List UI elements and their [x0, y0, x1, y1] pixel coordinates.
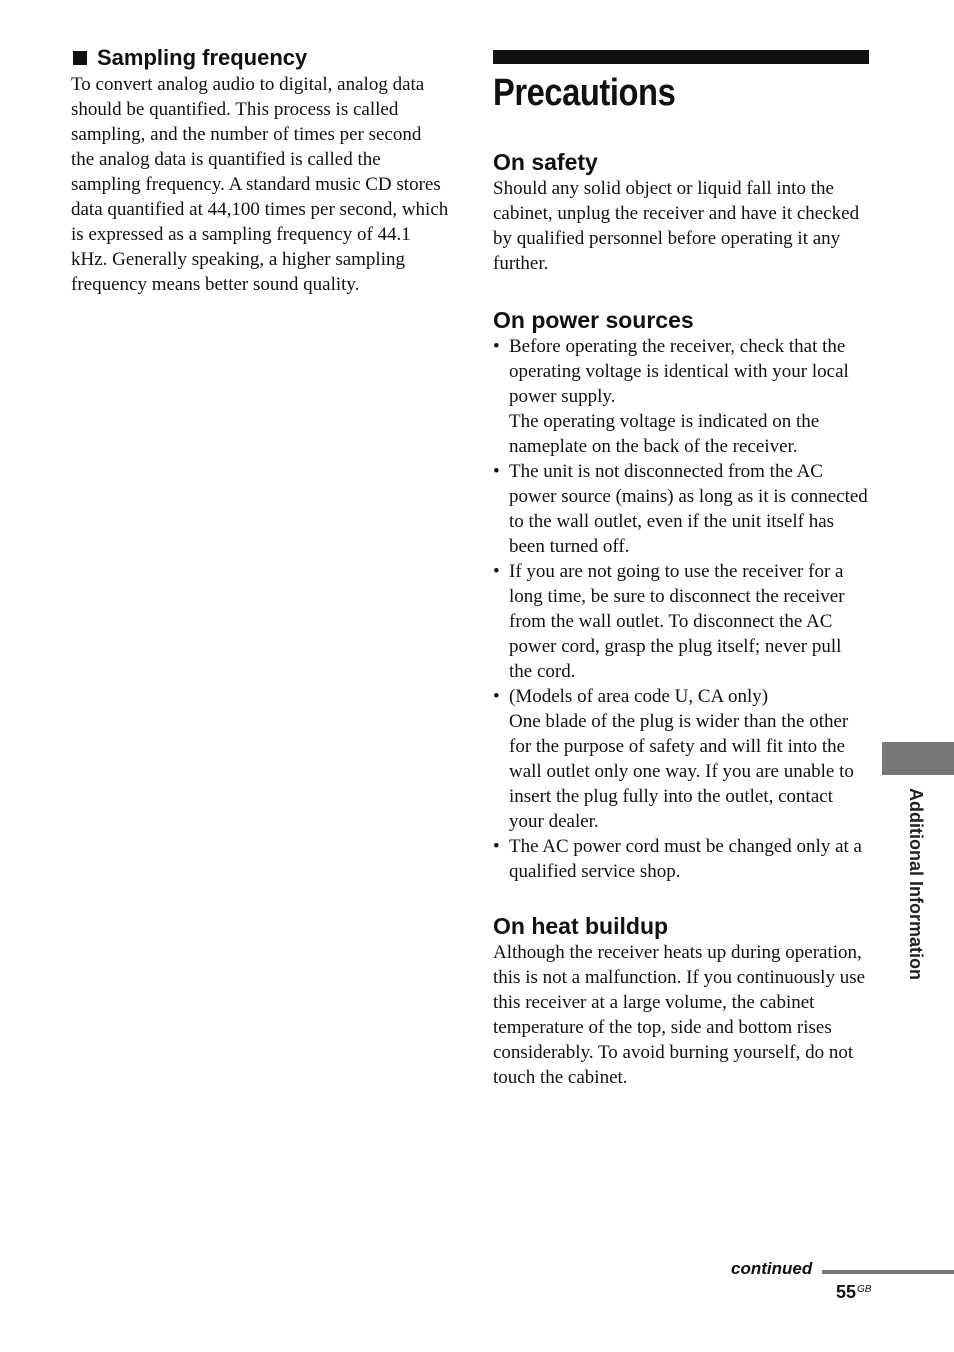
section-heading-on-power-sources: On power sources — [493, 307, 694, 333]
section-heading-on-heat-buildup: On heat buildup — [493, 913, 669, 939]
left-column — [71, 44, 449, 297]
list-item-note: The operating voltage is indicated on the nameplate on the back of the receiver. — [509, 411, 820, 457]
sampling-frequency-paragraph: To convert analog audio to digital, analog data should be quantified. This process is called sampling, and the number of times per second the analog data is quantified is called the sampling frequency. A standard music CD stores data quantified at 44,100 times per second, which is expressed as a sampling frequency of 44.1 kHz. Generally speaking, a higher sampling frequency means better sound quality. — [71, 74, 449, 295]
section-on-power-sources — [493, 306, 869, 884]
on-heat-buildup-paragraph: Although the receiver heats up during operation, this is not a malfunction. If you continuously use this receiver at a large volume, the cabinet temperature of the top, side and bottom rises considerably. To avoid burning yourself, do not touch the cabinet. — [493, 942, 866, 1088]
continued-rule — [822, 1270, 954, 1274]
continued-label: continued — [731, 1259, 813, 1278]
black-square-icon — [73, 51, 87, 65]
list-item — [493, 334, 869, 459]
section-on-heat-buildup — [493, 912, 869, 1090]
list-item — [493, 684, 869, 834]
page-number — [836, 1282, 871, 1303]
title-rule — [493, 50, 869, 64]
list-item-text: If you are not going to use the receiver for a long time, be sure to disconnect the receiver from the wall outlet. To disconnect the AC power cord, grasp the plug itself; never pull the cord. — [509, 561, 845, 682]
list-item — [493, 459, 869, 559]
chapter-label — [905, 788, 929, 1018]
list-item-text: (Models of area code U, CA only) — [509, 686, 769, 707]
bullet-icon: • — [493, 561, 500, 582]
section-heading-sampling-frequency — [71, 44, 449, 72]
chapter-label-text: Additional Information — [906, 788, 926, 980]
heading-text: Sampling frequency — [97, 45, 308, 70]
on-safety-paragraph: Should any solid object or liquid fall into the cabinet, unplug the receiver and have it checked by qualified personnel before operating it any further. — [493, 178, 860, 274]
section-heading-on-safety: On safety — [493, 149, 598, 175]
list-item-text: Before operating the receiver, check that the operating voltage is identical with your local power supply. — [509, 336, 849, 407]
bullet-icon: • — [493, 461, 500, 482]
page-number-suffix: GB — [857, 1284, 872, 1295]
list-item — [493, 834, 869, 884]
list-item-text: The AC power cord must be changed only at a qualified service shop. — [509, 836, 862, 882]
chapter-tab — [882, 742, 954, 775]
list-item-text: The unit is not disconnected from the AC power source (mains) as long as it is connected to the wall outlet, even if the unit itself has been turned off. — [509, 461, 868, 557]
bullet-icon: • — [493, 336, 500, 357]
list-item — [493, 559, 869, 684]
page-number-value: 55 — [836, 1282, 857, 1302]
power-sources-list — [493, 334, 869, 884]
bullet-icon: • — [493, 686, 500, 707]
list-item-note: One blade of the plug is wider than the other for the purpose of safety and will fit into the wall outlet only one way. If you are unable to insert the plug fully into the outlet, contact your dealer. — [509, 711, 854, 832]
section-on-safety — [493, 148, 869, 276]
bullet-icon: • — [493, 836, 500, 857]
page-title: Precautions — [493, 72, 676, 114]
right-column — [493, 50, 869, 1090]
